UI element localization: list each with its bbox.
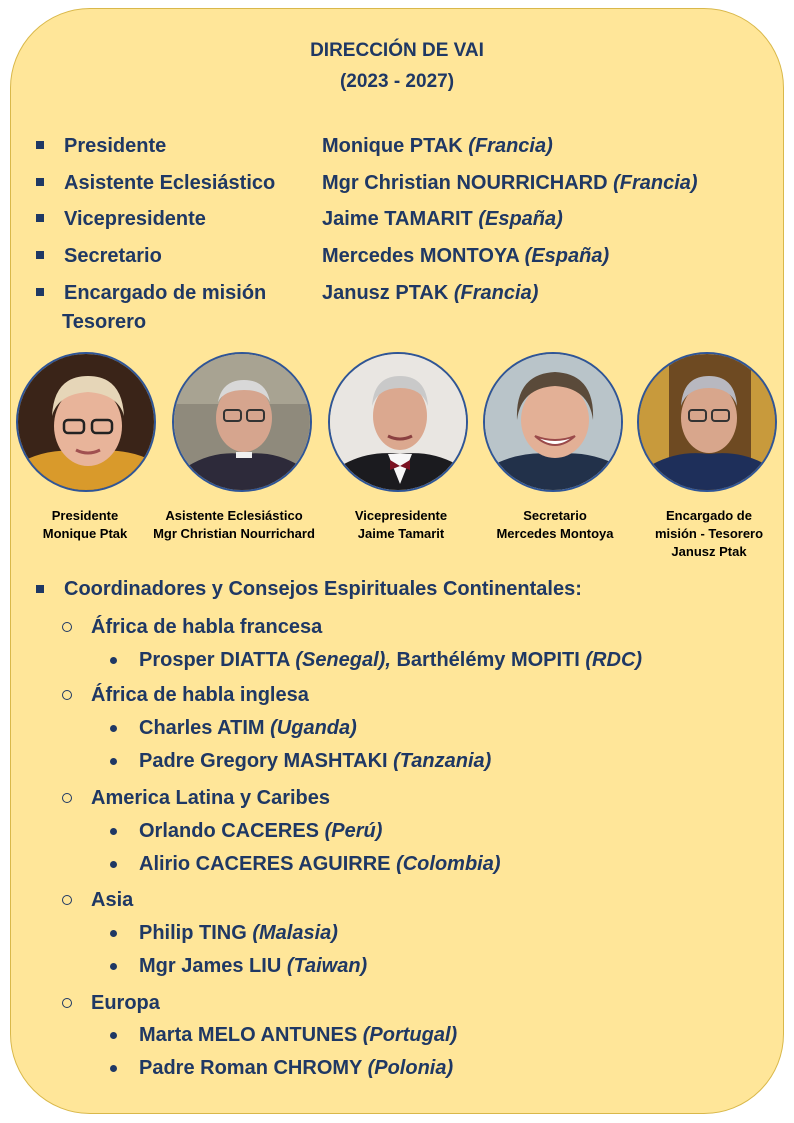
board-row-secretary	[0, 245, 794, 275]
caption-ecclesiastical: Asistente Eclesiástico Mgr Christian Nourrichard	[153, 508, 315, 541]
portrait-photo-ecclesiastical	[172, 352, 312, 492]
portrait-photo-president	[16, 352, 156, 492]
portrait-photo-secretary	[483, 352, 623, 492]
role-label: Presidente	[64, 135, 167, 157]
portrait-photo-vicepresident	[328, 352, 468, 492]
page-period: (2023 - 2027)	[339, 71, 455, 92]
role-label: Encargado de misión	[64, 282, 267, 304]
role-holder: Jaime TAMARIT (España)	[322, 208, 563, 230]
role-label: Asistente Eclesiástico	[64, 172, 276, 194]
dot-bullet-icon	[110, 828, 117, 835]
role-holder: Janusz PTAK (Francia)	[322, 282, 539, 304]
dot-bullet-icon	[110, 861, 117, 868]
square-bullet-icon	[36, 178, 44, 186]
role-holder: Monique PTAK (Francia)	[322, 135, 553, 157]
board-row-treasurer	[0, 282, 794, 333]
circle-bullet-icon	[62, 793, 72, 803]
dot-bullet-icon	[110, 930, 117, 937]
role-holder: Mercedes MONTOYA (España)	[322, 245, 610, 267]
square-bullet-icon	[36, 214, 44, 222]
dot-bullet-icon	[110, 725, 117, 732]
dot-bullet-icon	[110, 657, 117, 664]
caption-treasurer: Encargado de misión - Tesorero Janusz Ptak	[654, 508, 764, 559]
square-bullet-icon	[36, 141, 44, 149]
caption-vicepresident: Vicepresidente Jaime Tamarit	[354, 508, 448, 541]
board-row-vicepresident	[0, 208, 794, 238]
dot-bullet-icon	[110, 1065, 117, 1072]
circle-bullet-icon	[62, 690, 72, 700]
circle-bullet-icon	[62, 998, 72, 1008]
role-label-line2: Tesorero	[62, 311, 147, 333]
square-bullet-icon	[36, 288, 44, 296]
page-title: DIRECCIÓN DE VAI	[310, 40, 484, 61]
role-label: Vicepresidente	[64, 208, 206, 230]
circle-bullet-icon	[62, 895, 72, 905]
dot-bullet-icon	[110, 1032, 117, 1039]
role-label: Secretario	[64, 245, 162, 267]
board-row-president	[0, 135, 794, 165]
portrait-photo-treasurer	[637, 352, 777, 492]
square-bullet-icon	[36, 251, 44, 259]
board-row-ecclesiastical	[0, 172, 794, 202]
caption-president: Presidente Monique Ptak	[42, 508, 128, 541]
role-holder: Mgr Christian NOURRICHARD (Francia)	[322, 172, 698, 194]
square-bullet-icon	[36, 585, 44, 593]
dot-bullet-icon	[110, 963, 117, 970]
circle-bullet-icon	[62, 622, 72, 632]
dot-bullet-icon	[110, 758, 117, 765]
caption-secretary: Secretario Mercedes Montoya	[496, 508, 614, 541]
